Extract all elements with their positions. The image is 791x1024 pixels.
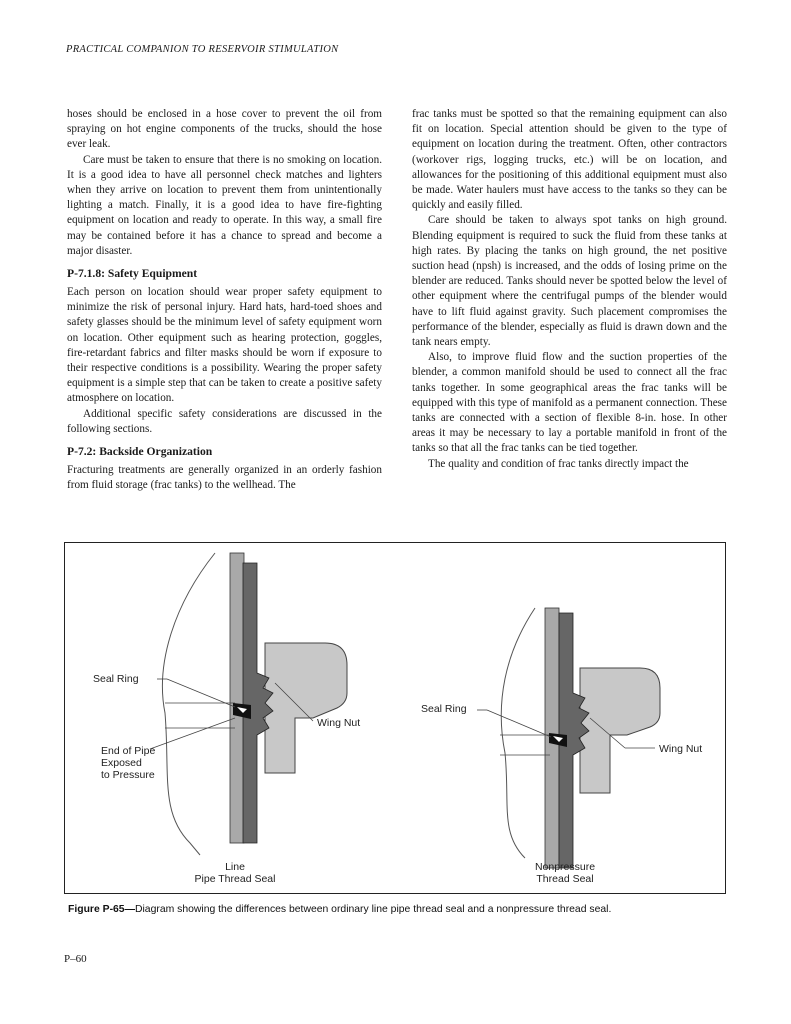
- paragraph: Additional specific safety considerations are discussed in the following sections.: [67, 407, 382, 435]
- figure-left-title: Line Pipe Thread Seal: [194, 861, 276, 885]
- end-of-pipe-label: End of Pipe Exposed to Pressure: [101, 745, 156, 781]
- paragraph: Care must be taken to ensure that there is no smoking on location. It is a good idea to have all personnel check matches and lighters when they arrive on location to prevent them from unintentionally lighting a match. Finally, it is a good idea to have fire-fighting equipment on location and ready to operate. In this way, a small fire may be contained before it has a chance to spread and become a major disaster.: [67, 153, 382, 257]
- line-pipe-thread-seal-drawing: [150, 553, 347, 855]
- figure-box: [64, 542, 726, 894]
- right-column: [412, 107, 727, 472]
- wing-nut-label: Wing Nut: [317, 717, 361, 729]
- section-heading: P-7.1.8: Safety Equipment: [67, 267, 198, 281]
- page-number: P–60: [64, 953, 87, 965]
- wing-nut-label: Wing Nut: [659, 743, 703, 755]
- paragraph: Care should be taken to always spot tanks on high ground. Blending equipment is required to suck the fluid from these tanks at high rates. By placing the tanks on high ground, the net positive suction head (npsh) is increased, and the odds of losing prime on the blender are reduced. Tanks should never be spotted below the level of other equipment where the centrifugal pumps of the blender would have to lift fluid against gravity. Such placement compromises the performance of the blender, especially as fluid is drawn down and the tank nears empty.: [412, 214, 727, 349]
- left-column: [67, 107, 382, 493]
- paragraph: Each person on location should wear proper safety equipment to minimize the risk of personal injury. Hard hats, hard-toed shoes and safety glasses should be the minimum level of safety equipment worn on location. Other equipment such as hearing protection, goggles, fire-retardant fabrics and filter masks should be worn if exposure to their respective conditions is a possibility. Wearing the proper safety equipment is a simple step that can be taken to create a positive safety atmosphere on location.: [67, 286, 382, 405]
- seal-ring-label: Seal Ring: [93, 673, 139, 685]
- running-head: PRACTICAL COMPANION TO RESERVOIR STIMULATION: [66, 44, 339, 55]
- caption-text: Diagram showing the differences between ordinary line pipe thread seal and a nonpressure thread seal.: [134, 904, 612, 915]
- paragraph: frac tanks must be spotted so that the remaining equipment can also fit on location. Special attention should be given to the type of equipment on location during the treatment. Often, other contractors (workover rigs, logging trucks, etc.) will be on location, and allowances for the positioning of this additional equipment must also be made. Water haulers must have access to the tanks so they can be quickly and easily filled.: [412, 108, 727, 212]
- paragraph: Also, to improve fluid flow and the suction properties of the blender, a common manifold should be used to connect all the frac tanks together. In some geographical areas the frac tanks will be equipped with this type of manifold as a permanent connection. These tanks are connected with a section of flexible 8-in. hose. In other areas it may be necessary to lay a portable manifold in front of the tanks so that all the frac tanks can be tied together.: [412, 351, 727, 455]
- paragraph: The quality and condition of frac tanks directly impact the: [428, 457, 689, 470]
- section-heading: P-7.2: Backside Organization: [67, 445, 213, 459]
- figure-caption: [68, 904, 728, 915]
- caption-label: Figure P-65—: [68, 904, 135, 915]
- nonpressure-thread-seal-drawing: [477, 608, 660, 868]
- thread-seal-diagram: [65, 543, 725, 893]
- paragraph: Fracturing treatments are generally organized in an orderly fashion from fluid storage (frac tanks) to the wellhead. The: [67, 464, 382, 492]
- paragraph: hoses should be enclosed in a hose cover to prevent the oil from spraying on hot engine components of the trucks, should the hose ever leak.: [67, 108, 382, 151]
- seal-ring-label: Seal Ring: [421, 703, 467, 715]
- figure-right-title: Nonpressure Thread Seal: [534, 861, 596, 885]
